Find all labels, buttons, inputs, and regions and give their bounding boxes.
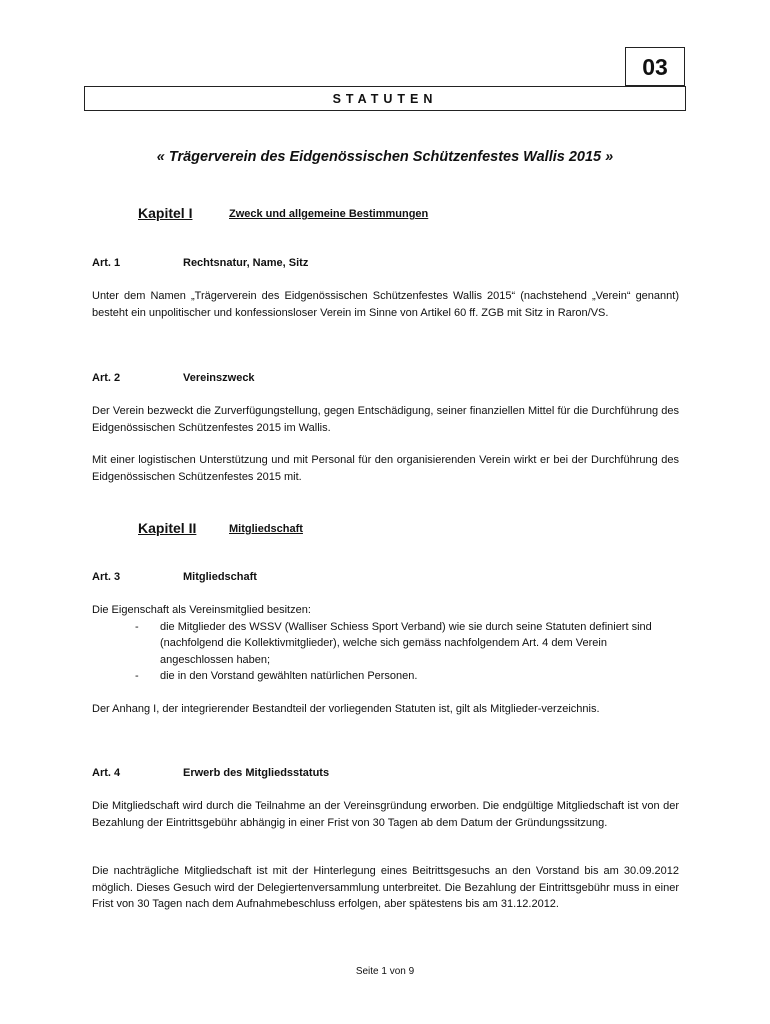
art-2-paragraph-1: Der Verein bezweckt die Zurverfügungstellung, gegen Entschädigung, seiner finanziellen Mittel für die Durchführung des Eidgenössischen Schützenfestes 2015 im Wallis. [92,405,679,434]
art-3-title: Mitgliedschaft [183,571,257,583]
art-4-number: Art. 4 [92,767,121,779]
art-1-paragraph: Unter dem Namen „Trägerverein des Eidgenössischen Schützenfestes Wallis 2015“ (nachstehend „Verein“ genannt) besteht ein unpolitischer und konfessionsloser Verein im Sinne von Artikel 60 ff. ZGB mit Sitz in Raron/VS. [92,290,679,319]
chapter-1-subtitle: Zweck und allgemeine Bestimmungen [229,208,429,220]
art-4-paragraph-1: Die Mitgliedschaft wird durch die Teilnahme an der Vereinsgründung erworben. Die endgültige Mitgliedschaft ist von der Bezahlung der Eintrittsgebühr abhängig in einer Frist von 30 Tagen ab dem Datum der Gründungssitzung. [92,800,679,829]
list-item [92,668,679,685]
chapter-1-label: Kapitel I [138,205,193,221]
header-title: STATUTEN [84,86,686,111]
art-2-paragraph-2: Mit einer logistischen Unterstützung und mit Personal für den organisierenden Verein wirkt er bei der Durchführung des Eidgenössischen Schützenfestes 2015 mit. [92,454,679,483]
art-3-list [92,602,679,685]
doc-title: « Trägerverein des Eidgenössischen Schützenfestes Wallis 2015 » [156,149,614,165]
art-4-title: Erwerb des Mitgliedsstatuts [183,767,330,779]
art-2-number: Art. 2 [92,372,121,384]
page-badge: 03 [625,47,685,86]
art-1-number: Art. 1 [92,257,121,269]
dash-bullet: - [135,620,139,633]
page-footer: Seite 1 von 9 [355,966,415,977]
art-3-paragraph-2: Der Anhang I, der integrierender Bestandteil der vorliegenden Statuten ist, gilt als Mitglieder-verzeichnis. [92,703,600,715]
list-item [92,619,679,669]
chapter-2-label: Kapitel II [138,520,197,536]
art-3-number: Art. 3 [92,571,121,583]
art-2-title: Vereinszweck [183,372,255,384]
art-1-title: Rechtsnatur, Name, Sitz [183,257,309,269]
dash-bullet: - [135,670,139,682]
list-item-text: die in den Vorstand gewählten natürlichen Personen. [160,670,418,682]
list-item-text: die Mitglieder des WSSV (Walliser Schiess Sport Verband) wie sie durch seine Statuten definiert sind (nachfolgend die Kollektivmitglieder), welche sich gemäss nachfolgendem Art. 4 dem Verein angeschlossen haben; [160,620,652,666]
art-3-intro: Die Eigenschaft als Vereinsmitglied besitzen: [92,604,311,616]
chapter-2-subtitle: Mitgliedschaft [229,523,303,535]
art-4-paragraph-2: Die nachträgliche Mitgliedschaft ist mit der Hinterlegung eines Beitrittsgesuchs an den Vorstand bis am 30.09.2012 möglich. Dieses Gesuch wird der Delegiertenversammlung unterbreitet. Die Bezahlung der Eintrittsgebühr muss in einer Frist von 30 Tagen nach dem Aufnahmebeschluss erfolgen, aber spätestens bis am 31.12.2012. [92,865,679,910]
